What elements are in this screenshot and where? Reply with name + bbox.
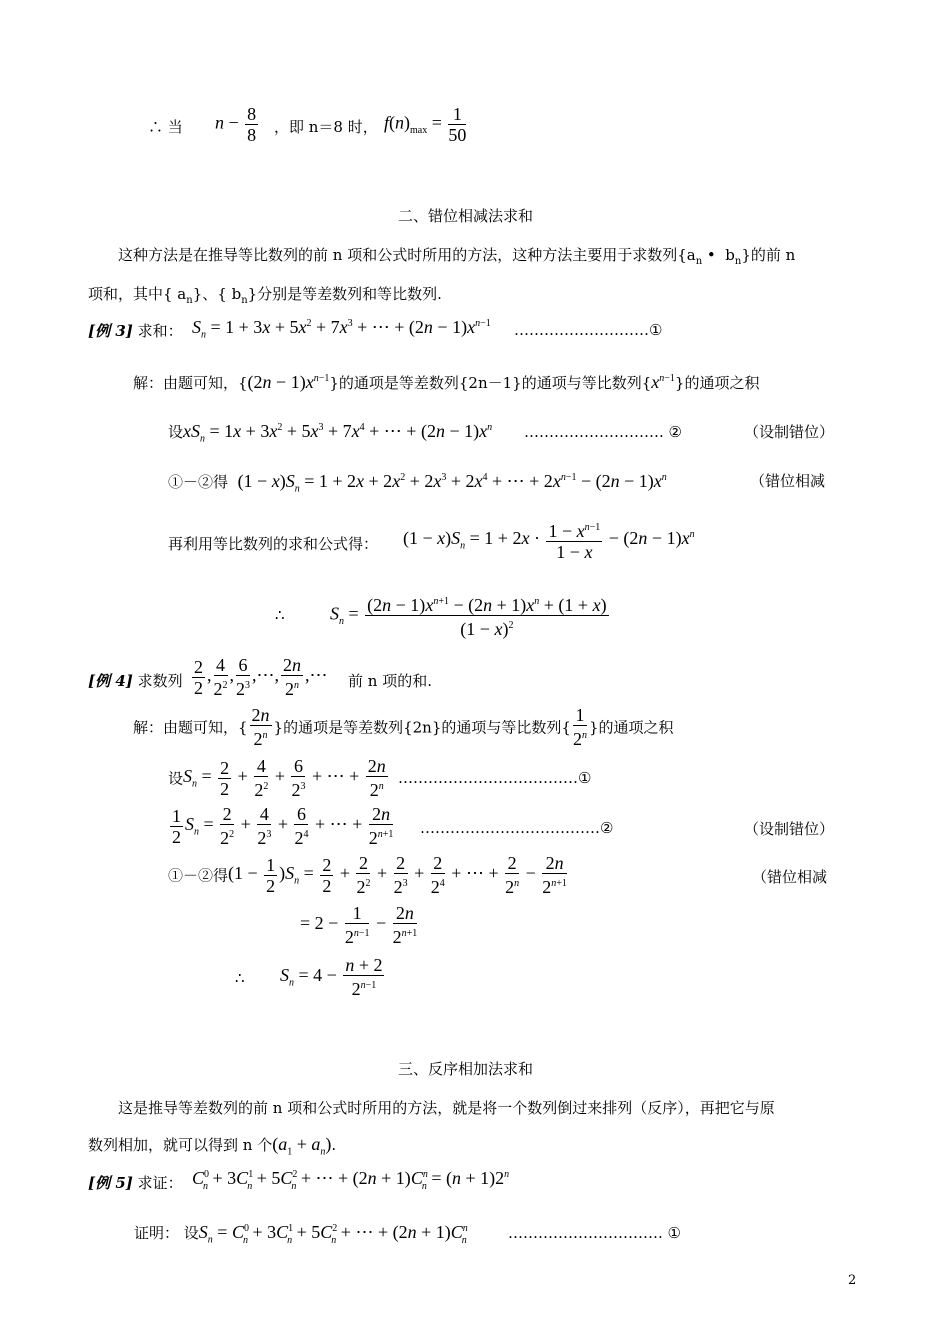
ex4-simplify: = 2 − $\frac{1}{2^{n-1}}$ − $\frac{2n}{2^{n+1}}$ xyxy=(300,903,418,947)
ex3-result: $S_n$ = $\frac{(2n - 1)x^{n+1} - (2n + 1)x^n + (1 + x)}{(1 - x)^2}$ xyxy=(330,592,611,639)
ex3-dots2: ………………………. ② xyxy=(524,423,682,441)
ex3-reuse: 再利用等比数列的求和公式得： xyxy=(168,535,379,553)
section3-heading: 三、反序相加法求和 xyxy=(398,1060,534,1078)
ex4-subtract: ①－②得(1 − $\frac{1}{2}$ )$S_n$ = $\frac{2}{2}$ + $\frac{2}{2^2}$ + $\frac{2}{2^3}$ + $\frac{2}{2^4}$ + ⋯ + $\frac{2}{2^n}$ − $\frac{2n}{2^{n+1}}$ xyxy=(168,853,567,897)
ex4-sequence: $\frac{2}{2}$ , $\frac{4}{2^2}$ , $\frac{6}{2^3}$ ,⋯, $\frac{2n}{2^n}$ ,⋯ xyxy=(194,655,328,699)
section2-intro-line2: 项和，其中{ $a_n$}、{ $b_n$}分别是等差数列和等比数列. xyxy=(88,285,442,306)
ex3-note-shift: （设制错位） xyxy=(744,423,835,441)
ex4-note-shift: （设制错位） xyxy=(744,820,835,838)
ex5-dots: …………………………. ① xyxy=(508,1224,681,1242)
ex4-set: 设$S_n$ = $\frac{2}{2}$ + $\frac{4}{2^2}$ + $\frac{6}{2^3}$ + ⋯ + $\frac{2n}{2^n}$ xyxy=(168,756,386,800)
section3-intro-line1: 这是推导等差数列的前 n 项和公式时所用的方法，就是将一个数列倒过来排列（反序），再把它与原 xyxy=(118,1099,775,1117)
ex4-header: [例 4] 求数列 xyxy=(88,672,183,690)
ex3-reuse-formula: $(1 - x)S_n = 1 + 2x$ · $\frac{1 - x^{n-1}}{1 - x}$ − $(2n - 1)x^n$ xyxy=(403,518,695,562)
ex3-sum-formula: $S_n = 1 + 3x + 5x^2 + 7x^3$ + ⋯ + $(2n - 1)x^{n-1}$ xyxy=(192,317,491,341)
ex3-dots1: ………………………① xyxy=(514,321,663,339)
ex3-header: [例 3] 求和： xyxy=(88,322,183,340)
ex4-note-subtract: （错位相减 xyxy=(752,868,828,886)
ex3-subtract: ①－②得 $(1 - x)S_n = 1 + 2x + 2x^2 + 2x^3 + 2x^4$ + ⋯ + $2x^{n-1} - (2n - 1)x^n$ xyxy=(168,471,667,495)
ex3-solution: 解：由题可知，$\{(2n - 1)x^{n-1}\}$的通项是等差数列{2n－1}的通项与等比数列$\{x^{n-1}\}$的通项之积 xyxy=(133,372,760,392)
top-condition: n − $\frac{8}{8}$ xyxy=(215,104,257,145)
top-line xyxy=(148,116,183,137)
ex4-result: $S_n = 4$ − $\frac{n + 2}{2^{n-1}}$ xyxy=(280,955,383,999)
ex3-note-subtract: （错位相减 xyxy=(750,472,826,490)
ex4-therefore: ∴ xyxy=(235,969,245,987)
ex4-dots1: ………………………………① xyxy=(398,769,592,787)
section3-intro-line2: 数列相加，就可以得到 n 个$(a_1 + a_n)$. xyxy=(88,1134,337,1158)
ex4-prompt-tail: 前 n 项的和. xyxy=(348,672,432,690)
section2-intro-line1: 这种方法是在推导等比数列的前 n 项和公式时所用的方法，这种方法主要用于求数列{$a_n$ • $b_n$}的前 n xyxy=(118,246,796,267)
ex5-header: [例 5] 求证： xyxy=(88,1174,183,1192)
fmax-formula: $f(n)_{max}$ = $\frac{1}{50}$ xyxy=(384,104,467,145)
ex5-claim: $C^0_n + 3C^1_n + 5C^2_n$ + ⋯ + $(2n + 1)C^n_n = (n + 1)2^n$ xyxy=(192,1168,510,1192)
ex3-set: 设$xS_n = 1x + 3x^2 + 5x^3 + 7x^4$ + ⋯ + $(2n - 1)x^n$ xyxy=(168,421,493,445)
ex3-therefore: ∴ xyxy=(275,606,285,624)
page-number: 2 xyxy=(848,1273,857,1288)
section2-heading: 二、错位相减法求和 xyxy=(398,207,534,225)
fraction: $\frac{8}{8}$ xyxy=(247,104,257,145)
condition-text: ，即 n＝8 时， xyxy=(274,118,378,136)
ex4-solution: 解：由题可知，{ $\frac{2n}{2^n}$ }的通项是等差数列{2n}的通项与等比数列{ $\frac{1}{2^n}$ }的通项之积 xyxy=(133,705,674,749)
therefore-when: ∴ 当 xyxy=(148,118,183,136)
ex5-proof: 证明： 设$S_n = C^0_n + 3C^1_n + 5C^2_n$ + ⋯ + $(2n + 1)C^n_n$ xyxy=(134,1222,468,1246)
ex4-half-sum: $\frac{1}{2}$ $S_n$ = $\frac{2}{2^2}$ + $\frac{4}{2^3}$ + $\frac{6}{2^4}$ + ⋯ + $\frac{2n}{2^{n+1}}$ xyxy=(172,804,394,848)
ex4-dots2: ………………………………② xyxy=(420,819,614,837)
